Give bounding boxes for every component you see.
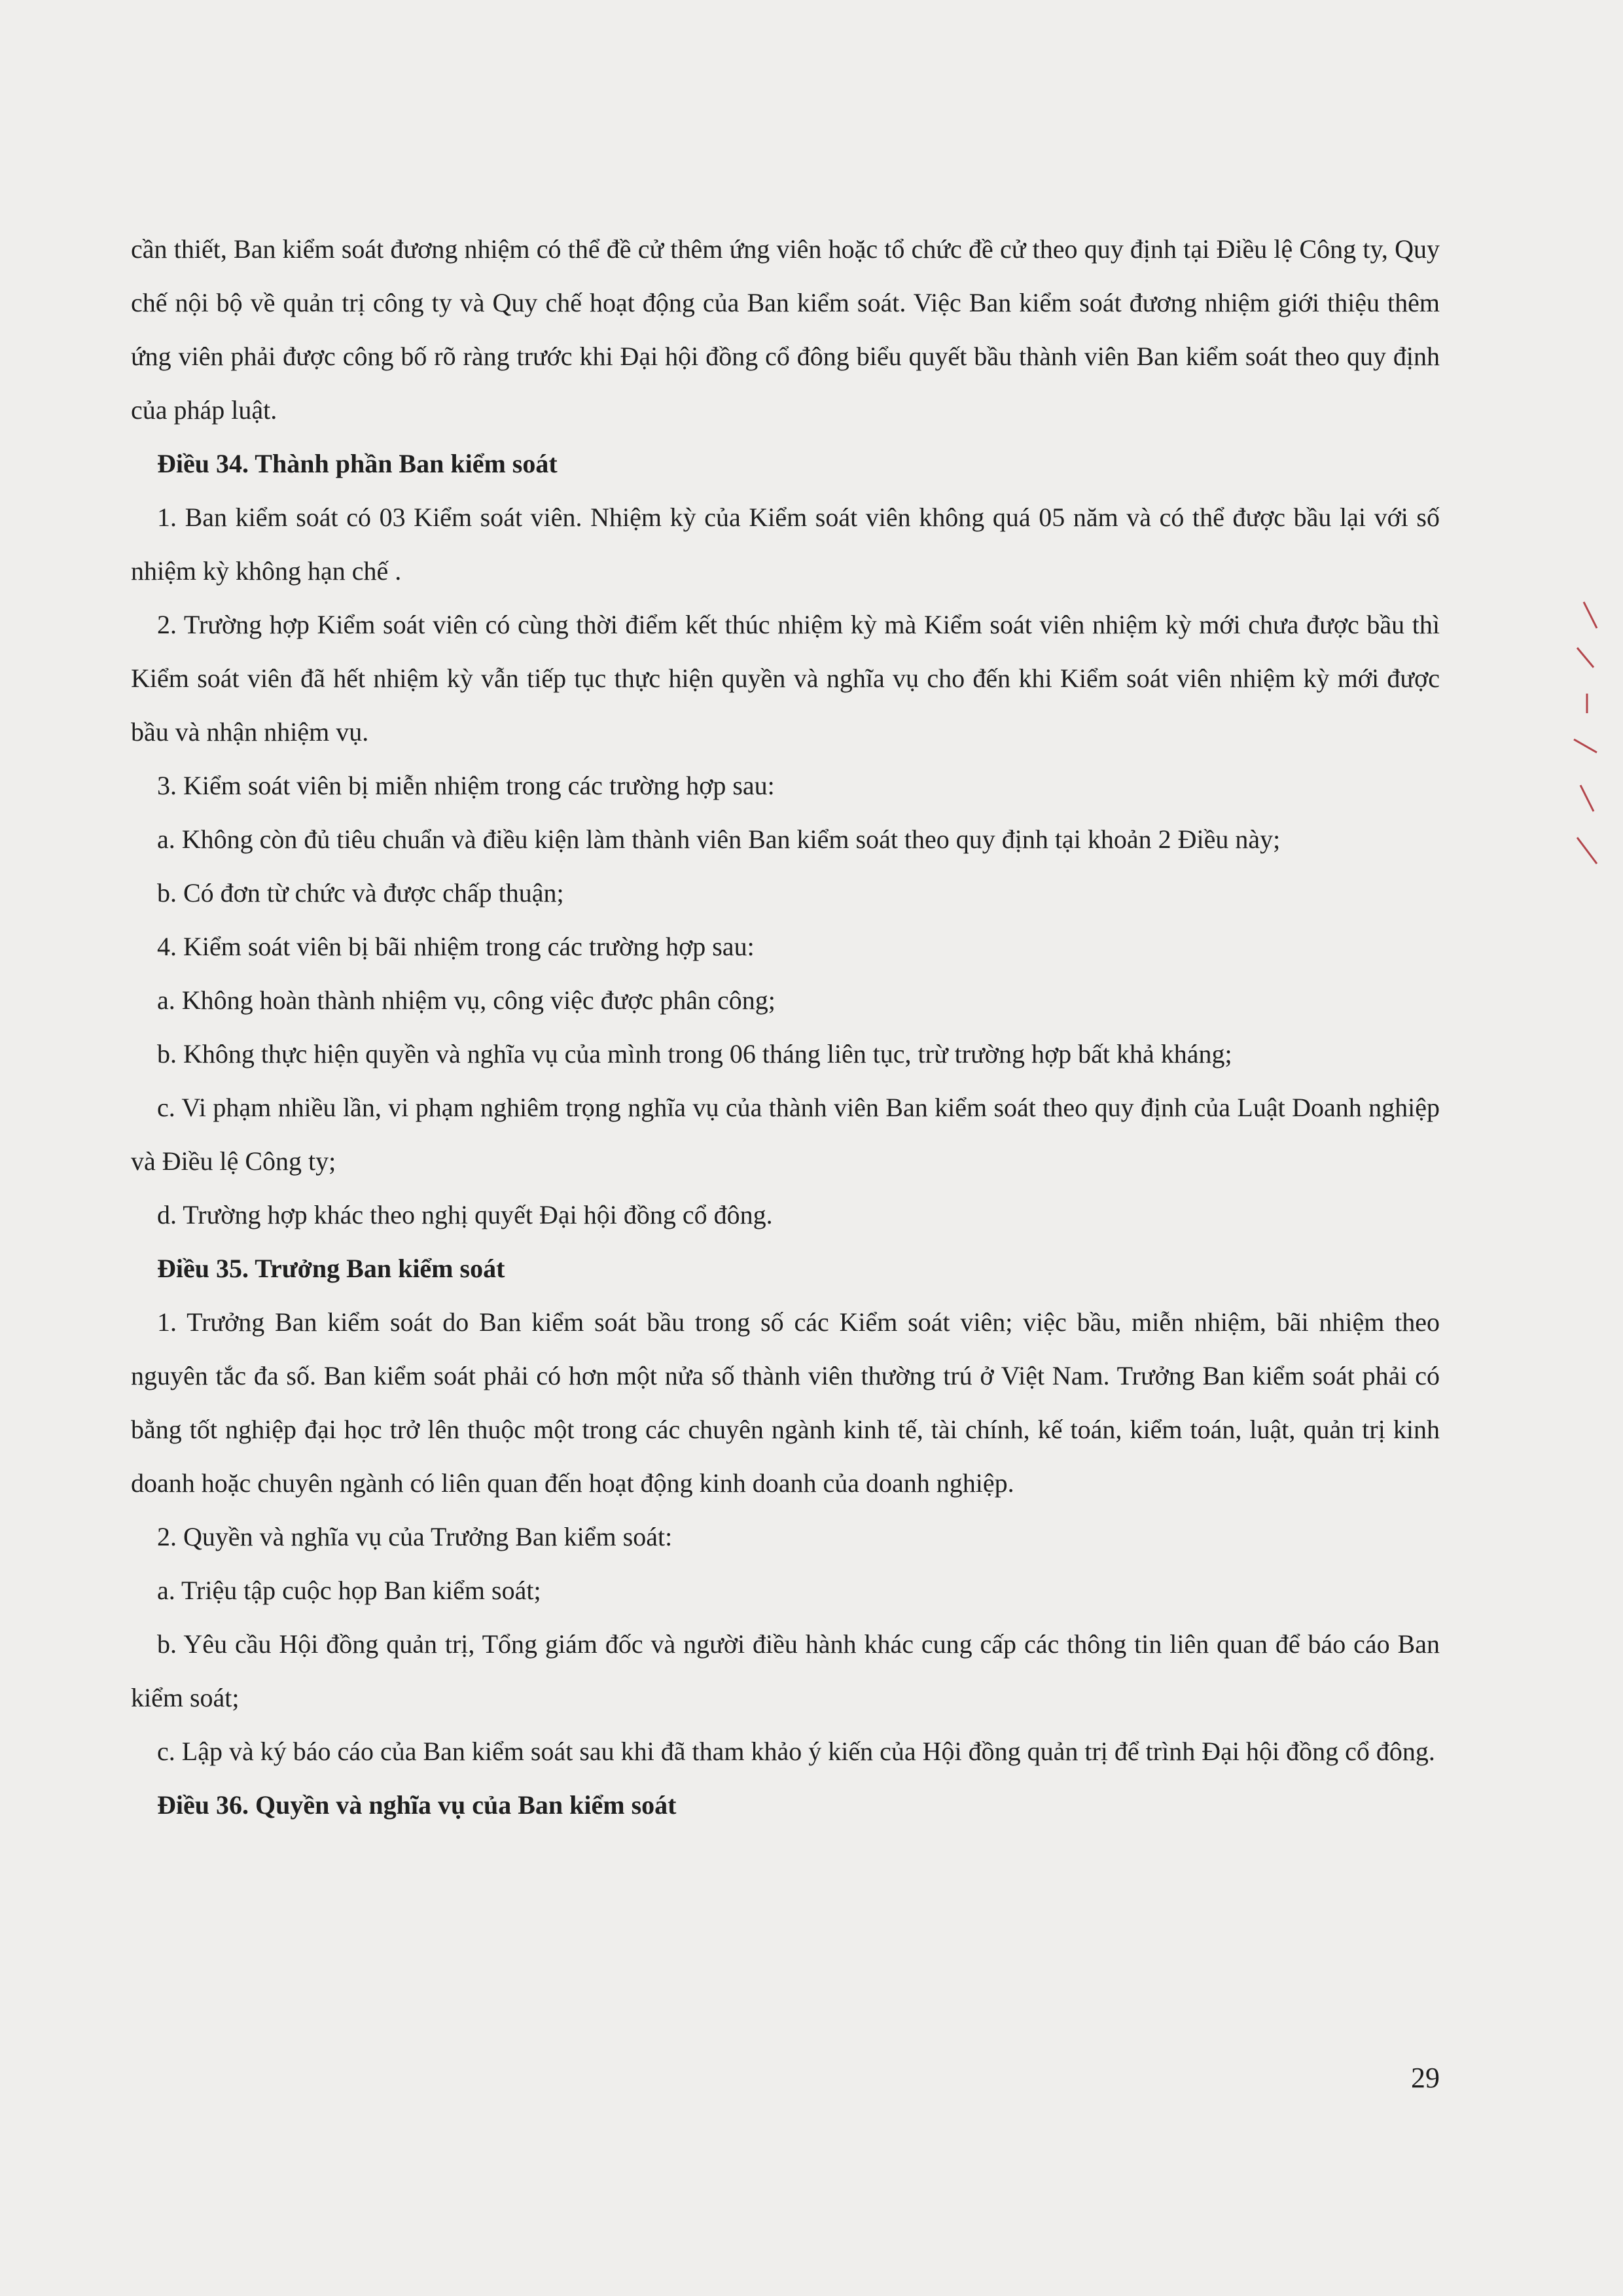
paragraph: c. Lập và ký báo cáo của Ban kiểm soát sau khi đã tham khảo ý kiến của Hội đồng quản trị để trình Đại hội đồng cổ đông. — [157, 1737, 1435, 1766]
paragraph: 3. Kiểm soát viên bị miễn nhiệm trong các trường hợp sau: — [157, 771, 775, 800]
paragraph: a. Không còn đủ tiêu chuẩn và điều kiện làm thành viên Ban kiểm soát theo quy định tại khoản 2 Điều này; — [157, 824, 1281, 854]
article-heading: Điều 35. Trưởng Ban kiểm soát — [157, 1254, 505, 1283]
paragraph: b. Không thực hiện quyền và nghĩa vụ của mình trong 06 tháng liên tục, trừ trường hợp bất khả kháng; — [157, 1039, 1232, 1069]
paragraph: 1. Trưởng Ban kiểm soát do Ban kiểm soát bầu trong số các Kiểm soát viên; việc bầu, miễn nhiệm, bãi nhiệm theo nguyên tắc đa số. Ban kiểm soát phải có hơn một nửa số thành viên thường trú ở Việt Nam. Trưởng Ban kiểm soát phải có bằng tốt nghiệp đại học trở lên thuộc một trong các chuyên ngành kinh tế, tài chính, kế toán, kiểm toán, luật, quản trị kinh doanh hoặc chuyên ngành có liên quan đến hoạt động kinh doanh của doanh nghiệp. — [131, 1307, 1440, 1498]
paragraph: b. Yêu cầu Hội đồng quản trị, Tổng giám đốc và người điều hành khác cung cấp các thông tin liên quan để báo cáo Ban kiểm soát; — [131, 1629, 1440, 1712]
paragraph: b. Có đơn từ chức và được chấp thuận; — [157, 878, 564, 908]
paragraph: a. Không hoàn thành nhiệm vụ, công việc được phân công; — [157, 985, 776, 1015]
paragraph: 2. Trường hợp Kiểm soát viên có cùng thời điểm kết thúc nhiệm kỳ mà Kiểm soát viên nhiệm kỳ mới chưa được bầu thì Kiểm soát viên đã hết nhiệm kỳ vẫn tiếp tục thực hiện quyền và nghĩa vụ cho đến khi Kiểm soát viên nhiệm kỳ mới được bầu và nhận nhiệm vụ. — [131, 610, 1440, 747]
paragraph: 4. Kiểm soát viên bị bãi nhiệm trong các trường hợp sau: — [157, 932, 755, 961]
paragraph: cần thiết, Ban kiểm soát đương nhiệm có thể đề cử thêm ứng viên hoặc tổ chức đề cử theo quy định tại Điều lệ Công ty, Quy chế nội bộ về quản trị công ty và Quy chế hoạt động của Ban kiểm soát. Việc Ban kiểm soát đương nhiệm giới thiệu thêm ứng viên phải được công bố rõ ràng trước khi Đại hội đồng cổ đông biểu quyết bầu thành viên Ban kiểm soát theo quy định của pháp luật. — [131, 234, 1440, 425]
stamp-edge-mark — [1558, 589, 1603, 890]
stamp-fragment-icon — [1558, 589, 1603, 890]
paragraph: a. Triệu tập cuộc họp Ban kiểm soát; — [157, 1576, 541, 1605]
paragraph: c. Vi phạm nhiều lần, vi phạm nghiêm trọng nghĩa vụ của thành viên Ban kiểm soát theo quy định của Luật Doanh nghiệp và Điều lệ Công ty; — [131, 1093, 1440, 1176]
article-heading: Điều 36. Quyền và nghĩa vụ của Ban kiểm soát — [157, 1790, 677, 1820]
document-body — [131, 222, 1440, 1832]
paragraph: 2. Quyền và nghĩa vụ của Trưởng Ban kiểm soát: — [157, 1522, 673, 1551]
paragraph: d. Trường hợp khác theo nghị quyết Đại hội đồng cổ đông. — [157, 1200, 773, 1229]
page-number: 29 — [1411, 2062, 1440, 2094]
paragraph: 1. Ban kiểm soát có 03 Kiểm soát viên. Nhiệm kỳ của Kiểm soát viên không quá 05 năm và có thể được bầu lại với số nhiệm kỳ không hạn chế . — [131, 503, 1440, 586]
article-heading: Điều 34. Thành phần Ban kiểm soát — [157, 449, 558, 478]
